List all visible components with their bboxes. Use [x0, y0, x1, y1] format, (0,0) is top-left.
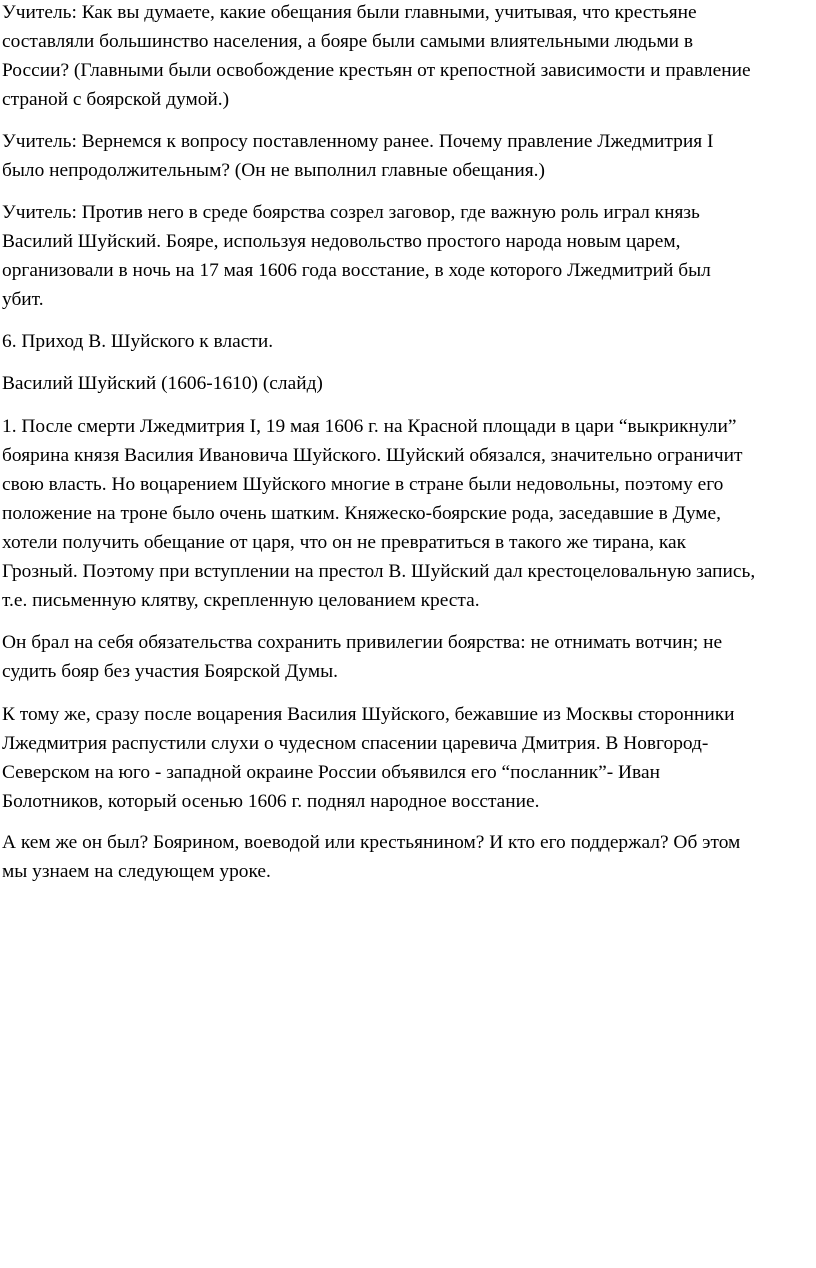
paragraph-obligations [2, 628, 812, 686]
text-line: 6. Приход В. Шуйского к власти. [2, 331, 274, 352]
text-line: Учитель: Против него в среде боярства созрел заговор, где важную роль играл князь [2, 202, 700, 223]
text-line: Учитель: Как вы думаете, какие обещания были главными, учитывая, что крестьяне [2, 2, 697, 23]
text-line: хотели получить обещание от царя, что он не превратиться в такого же тирана, как [2, 532, 687, 553]
paragraph-teacher-question-promises [2, 0, 812, 114]
paragraph-after-death [2, 412, 812, 615]
paragraph-next-lesson [2, 828, 812, 886]
text-line: организовали в ночь на 17 мая 1606 года восстание, в ходе которого Лжедмитрий был [2, 260, 711, 281]
section-heading-shuisky-rise [2, 327, 812, 356]
text-line: убит. [2, 289, 44, 310]
text-line: Он брал на себя обязательства сохранить привилегии боярства: не отнимать вотчин; не [2, 632, 723, 653]
text-line: т.е. письменную клятву, скрепленную целованием креста. [2, 590, 480, 611]
text-line: было непродолжительным? (Он не выполнил главные обещания.) [2, 160, 545, 181]
text-line: Северском на юго - западной окраине России объявился его “посланник”- Иван [2, 762, 660, 783]
text-line: Василий Шуйский. Бояре, используя недовольство простого народа новым царем, [2, 231, 681, 252]
text-line: Учитель: Вернемся к вопросу поставленному ранее. Почему правление Лжедмитрия I [2, 131, 714, 152]
text-line: 1. После смерти Лжедмитрия I, 19 мая 1606 г. на Красной площади в цари “выкрикнули” [2, 416, 737, 437]
text-line: мы узнаем на следующем уроке. [2, 861, 271, 882]
text-line: страной с боярской думой.) [2, 89, 230, 110]
text-line: составляли большинство населения, а бояре были самыми влиятельными людьми в [2, 31, 694, 52]
paragraph-teacher-conspiracy [2, 198, 812, 314]
text-line: судить бояр без участия Боярской Думы. [2, 661, 338, 682]
text-line: А кем же он был? Боярином, воеводой или крестьянином? И кто его поддержал? Об этом [2, 832, 741, 853]
text-line: положение на троне было очень шатким. Княжеско-боярские рода, заседавшие в Думе, [2, 503, 721, 524]
paragraph-teacher-question-reign [2, 127, 812, 185]
paragraph-rumors-bolotnikov [2, 700, 812, 816]
subheading-vasily-shuisky [2, 369, 812, 398]
text-line: Василий Шуйский (1606-1610) (слайд) [2, 373, 323, 394]
text-line: Грозный. Поэтому при вступлении на престол В. Шуйский дал крестоцеловальную запись, [2, 561, 756, 582]
text-line: Болотников, который осенью 1606 г. поднял народное восстание. [2, 791, 540, 812]
text-line: Лжедмитрия распустили слухи о чудесном спасении царевича Дмитрия. В Новгород- [2, 733, 709, 754]
text-line: К тому же, сразу после воцарения Василия Шуйского, бежавшие из Москвы сторонники [2, 704, 735, 725]
text-line: боярина князя Василия Ивановича Шуйского. Шуйский обязался, значительно ограничит [2, 445, 743, 466]
text-line: свою власть. Но воцарением Шуйского многие в стране были недовольны, поэтому его [2, 474, 724, 495]
text-line: России? (Главными были освобождение крестьян от крепостной зависимости и правление [2, 60, 751, 81]
